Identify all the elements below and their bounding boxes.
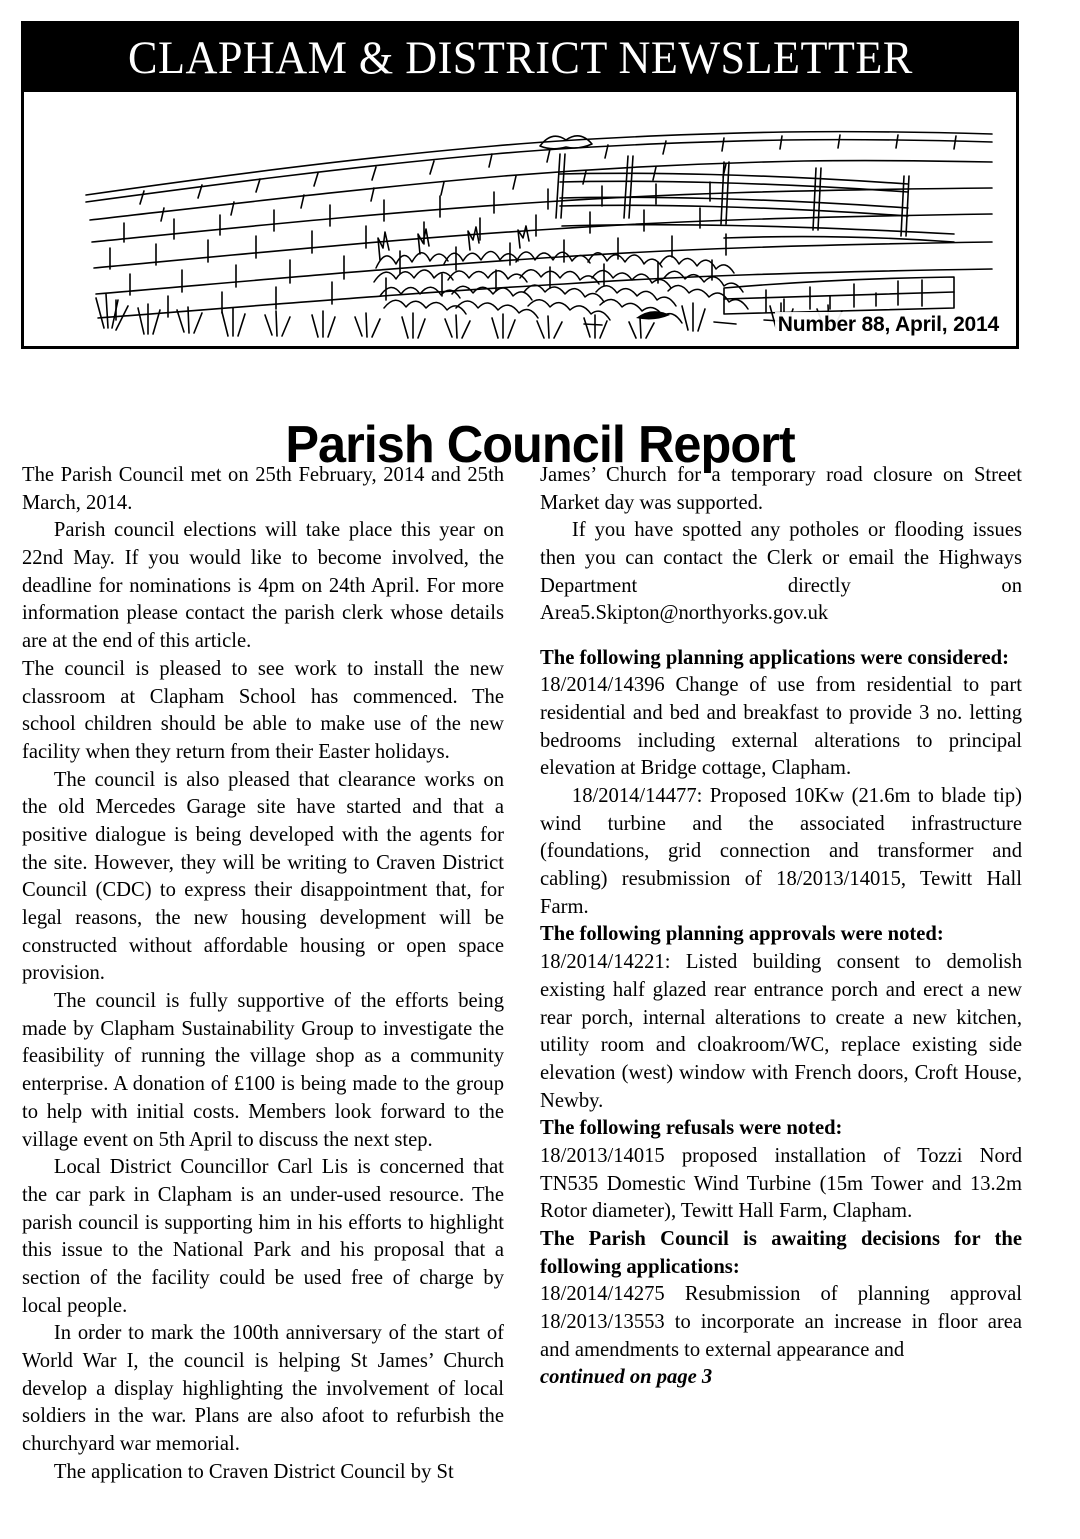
dry-stone-wall-illustration — [24, 92, 1016, 346]
paragraph: James’ Church for a temporary road closure on Street Market day was supported. — [540, 464, 1022, 514]
paragraph: Parish council elections will take place this year on 22nd May. If you would like to become involved, the deadline for nominations is 4pm on 24th April. For more information please contact the parish clerk whose details are at the end of this article. — [22, 519, 504, 653]
paragraph: In order to mark the 100th anniversary of the start of World War I, the council is helping St James’ Church develop a display highlighting the involvement of local soldiers in the war. Plans are also afoot to refurbish the churchyard war memorial. — [22, 1322, 504, 1456]
planning-entry: 18/2014/14221: Listed building consent to demolish existing half glazed rear entrance porch and erect a new rear porch, internal alterations to create a new kitchen, utility room and cloakroom/WC, replace existing side elevation (west) window with French doors, Croft House, Newby. — [540, 951, 1022, 1112]
paragraph: Local District Councillor Carl Lis is concerned that the car park in Clapham is an under-used resource. The parish council is supporting him in his efforts to highlight this issue to the National Park and his proposal that a section of the facility could be used free of charge by local people. — [22, 1156, 504, 1317]
section-heading: The following planning approvals were noted: — [540, 923, 944, 946]
paragraph: The Parish Council met on 25th February, 2014 and 25th March, 2014. — [22, 464, 504, 514]
planning-entry: 18/2014/14477: Proposed 10Kw (21.6m to blade tip) wind turbine and the associated infrastructure (foundations, grid connection and transformer and cabling) resubmission of 18/2013/14015, Tewitt Hall Farm. — [540, 785, 1022, 918]
section-heading: The following planning applications were considered: — [540, 646, 1009, 669]
masthead-frame — [21, 21, 1019, 349]
paragraph: The application to Craven District Council by St — [53, 1460, 454, 1483]
paragraph: The council is pleased to see work to install the new classroom at Clapham School has commenced. The school children should be able to make use of the new facility when they return from their Easter holidays. — [22, 657, 504, 763]
paragraph: The council is also pleased that clearance works on the old Mercedes Garage site have started and that a positive dialogue is being developed with the agents for the site. However, they will be writing to Craven District Council (CDC) to express their disappointment that, for legal reasons, the new housing development will be constructed without affordable housing or open space provision. — [22, 768, 504, 985]
left-column — [22, 462, 504, 1532]
paragraph: The council is fully supportive of the efforts being made by Clapham Sustainability Group to investigate the feasibility of running the village shop as a community enterprise. A donation of £100 is being made to the group to help with initial costs. Members look forward to the village event on 5th April to discuss the next step. — [22, 990, 504, 1151]
right-column — [540, 462, 1022, 1532]
masthead-banner — [24, 24, 1016, 92]
issue-number-label: Number 88, April, 2014 — [775, 312, 1002, 338]
section-heading: The Parish Council is awaiting decisions for the following applications: — [540, 1228, 1022, 1278]
section-heading: The following refusals were noted: — [540, 1117, 843, 1140]
paragraph: If you have spotted any potholes or flooding issues then you can contact the Clerk or email the Highways Department directly on Area5.Skipton@northyorks.gov.uk — [540, 519, 1022, 625]
planning-entry: 18/2014/14396 Change of use from residential to part residential and bed and breakfast to provide 3 no. letting bedrooms including external alterations to principal elevation at Bridge cottage, Clapham. — [540, 674, 1022, 780]
article-body — [22, 462, 1022, 1532]
article-headline: Parish Council Report — [285, 415, 795, 474]
newsletter-title: CLAPHAM & DISTRICT NEWSLETTER — [127, 31, 913, 84]
continued-note: continued on page 3 — [540, 1366, 713, 1389]
planning-entry: 18/2014/14275 Resubmission of planning approval 18/2013/13553 to incorporate an increase in floor area and amendments to external appearance and — [540, 1283, 1022, 1361]
planning-entry: 18/2013/14015 proposed installation of Tozzi Nord TN535 Domestic Wind Turbine (15m Tower and 13.2m Rotor diameter), Tewitt Hall Farm, Clapham. — [540, 1144, 1022, 1223]
